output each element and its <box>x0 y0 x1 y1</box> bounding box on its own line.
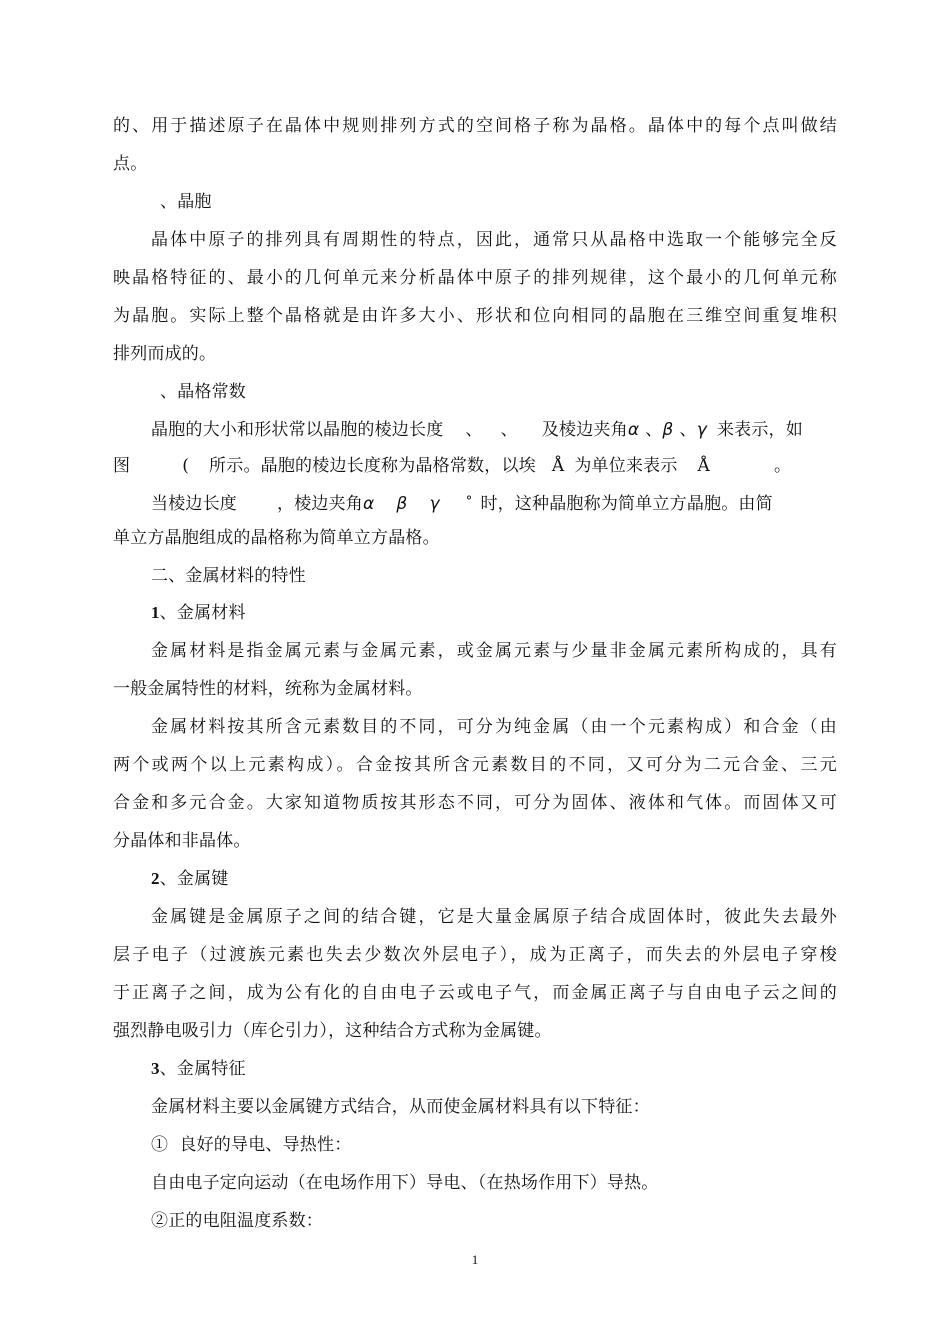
beta-symbol: β <box>662 420 674 440</box>
paragraph-line: 点。 <box>113 154 148 174</box>
paragraph-line: 金属键是金属原子之间的结合键，它是大量金属原子结合成固体时，彼此失去最外 <box>151 907 837 927</box>
gamma-symbol: γ <box>429 494 440 514</box>
text-segment: 及棱边夹角 <box>541 420 628 440</box>
text-segment: 为单位来表示 <box>574 456 678 476</box>
text-segment: ( <box>182 456 190 476</box>
paragraph-line: 晶体中原子的排列具有周期性的特点，因此，通常只从晶格中选取一个能够完全反 <box>151 230 837 250</box>
paragraph-line: 排列而成的。 <box>113 344 217 364</box>
list-item: ②正的电阻温度系数： <box>151 1211 323 1231</box>
paragraph-line: 的、用于描述原子在晶体中规则排列方式的空间格子称为晶格。晶体中的每个点叫做结 <box>113 116 837 136</box>
paragraph-line: 两个或两个以上元素构成）。合金按其所含元素数目的不同，又可分为二元合金、三元 <box>113 755 837 775</box>
paragraph-line: 合金和多元合金。大家知道物质按其形态不同，可分为固体、液体和气体。而固体又可 <box>113 793 837 813</box>
subheading-text: 、金属键 <box>159 869 229 889</box>
paragraph-line: 金属材料按其所含元素数目的不同，可分为纯金属（由一个元素构成）和合金（由 <box>151 717 837 737</box>
paragraph-line: 金属材料是指金属元素与金属元素，或金属元素与少量非金属元素所构成的，具有 <box>151 641 837 661</box>
degree-symbol: ° <box>465 494 473 509</box>
section-heading-cell: 、晶胞 <box>160 192 212 212</box>
text-segment: 当棱边长度 <box>151 494 237 514</box>
subheading-metal-materials <box>151 601 837 625</box>
section-heading-lattice-constant: 、晶格常数 <box>160 382 246 402</box>
paragraph-line-lattice <box>151 418 837 442</box>
text-segment: 、 <box>645 420 663 440</box>
subheading-metal-features <box>151 1057 837 1081</box>
paragraph-line-simple-cubic <box>151 490 837 516</box>
section-heading-metal-properties: 二、金属材料的特性 <box>151 566 306 586</box>
text-segment: 图 <box>113 456 131 476</box>
paragraph-line: 映晶格特征的、最小的几何单元来分析晶体中原子的排列规律，这个最小的几何单元称 <box>113 268 837 288</box>
paragraph-line: 层子电子（过渡族元素也失去少数次外层电子），成为正离子，而失去的外层电子穿梭 <box>113 945 837 965</box>
paragraph-line: 一般金属特性的材料，统称为金属材料。 <box>113 679 423 699</box>
text-segment: 晶胞的大小和形状常以晶胞的棱边长度 <box>151 420 444 440</box>
text-segment: 、 <box>465 420 483 440</box>
paragraph-line: 金属材料主要以金属键方式结合，从而使金属材料具有以下特征： <box>151 1097 650 1117</box>
alpha-symbol: α <box>363 494 375 514</box>
paragraph-line: 单立方晶胞组成的晶格称为简单立方晶格。 <box>113 528 440 548</box>
text-segment: 、 <box>679 420 697 440</box>
alpha-symbol: α <box>627 420 640 440</box>
angstrom-symbol: Å <box>697 456 711 476</box>
subheading-metallic-bond <box>151 867 837 891</box>
paragraph-line: 自由电子定向运动（在电场作用下）导电、（在热场作用下）导热。 <box>151 1173 659 1193</box>
gamma-symbol: γ <box>696 420 707 440</box>
subheading-text: 、金属特征 <box>159 1059 246 1079</box>
paragraph-line: 为晶胞。实际上整个晶格就是由许多大小、形状和位向相同的晶胞在三维空间重复堆积 <box>113 306 837 326</box>
list-item: ① 良好的导电、导热性： <box>151 1135 352 1155</box>
beta-symbol: β <box>396 494 408 514</box>
subheading-number: 1 <box>151 603 160 622</box>
angstrom-symbol: Å <box>551 456 565 476</box>
subheading-text: 、金属材料 <box>159 603 246 623</box>
subheading-number: 3 <box>151 1059 160 1078</box>
text-segment: 所示。晶胞的棱边长度称为晶格常数，以埃 <box>209 456 536 476</box>
paragraph-line: 分晶体和非晶体。 <box>113 831 251 851</box>
subheading-number: 2 <box>151 869 160 888</box>
paragraph-line: 强烈静电吸引力（库仑引力），这种结合方式称为金属键。 <box>113 1021 552 1041</box>
text-segment: 来表示，如 <box>716 420 803 440</box>
text-segment: 、 <box>500 420 518 440</box>
text-segment: 。 <box>774 456 792 476</box>
paragraph-line-lattice-2 <box>113 454 837 478</box>
text-segment: ，棱边夹角 <box>277 494 363 514</box>
paragraph-line: 于正离子之间，成为公有化的自由电子云或电子气，而金属正离子与自由电子云之间的 <box>113 983 837 1003</box>
page-number: 1 <box>471 1252 479 1267</box>
text-segment: 时，这种晶胞称为简单立方晶胞。由简 <box>480 494 773 514</box>
